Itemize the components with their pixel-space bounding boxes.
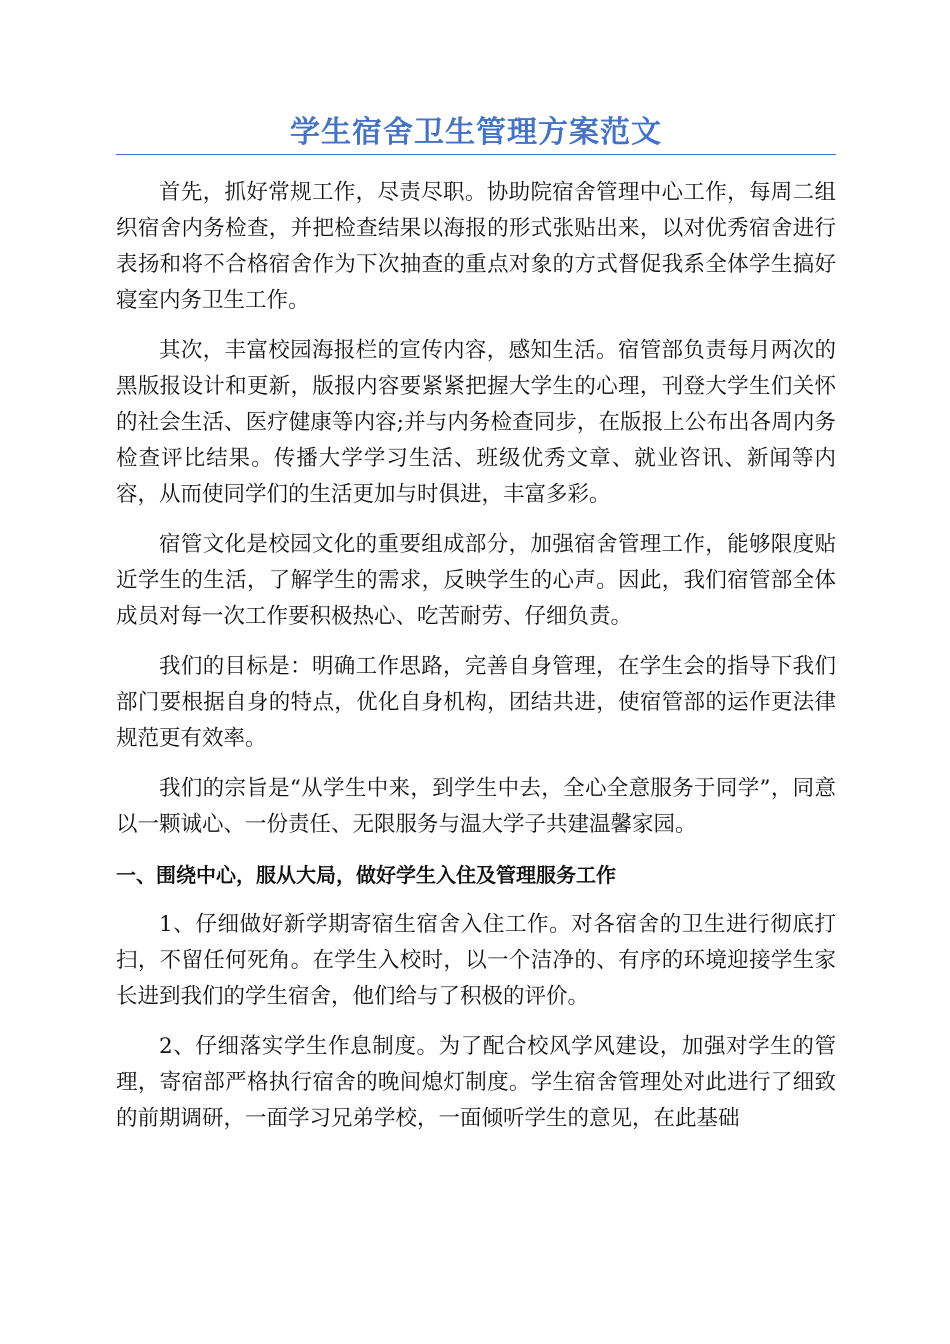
section-heading: 一、围绕中心，服从大局，做好学生入住及管理服务工作 xyxy=(116,863,616,887)
document-title: 学生宿舍卫生管理方案范文 xyxy=(290,115,662,150)
section-paragraph-2: 2、仔细落实学生作息制度。为了配合校风学风建设，加强对学生的管理，寄宿部严格执行宿舍的晚间熄灯制度。学生宿舍管理处对此进行了细致的前期调研，一面学习兄弟学校，一面倾听学生的意见，在此基础 xyxy=(116,1034,836,1131)
section-paragraph-1: 1、仔细做好新学期寄宿生宿舍入住工作。对各宿舍的卫生进行彻底打扫，不留任何死角。在学生入校时，以一个洁净的、有序的环境迎接学生家长进到我们的学生宿舍，他们给与了积极的评价。 xyxy=(116,912,836,1009)
title-underline xyxy=(116,154,836,155)
paragraph-2: 其次，丰富校园海报栏的宣传内容，感知生活。宿管部负责每月两次的黑版报设计和更新，版报内容要紧紧把握大学生的心理，刊登大学生们关怀的社会生活、医疗健康等内容;并与内务检查同步，在版报上公布出各周内务检查评比结果。传播大学学习生活、班级优秀文章、就业咨讯、新闻等内容，从而使同学们的生活更加与时俱进，丰富多彩。 xyxy=(116,338,836,507)
document-page xyxy=(116,112,836,1151)
paragraph-1: 首先，抓好常规工作，尽责尽职。协助院宿舍管理中心工作，每周二组织宿舍内务检查，并把检查结果以海报的形式张贴出来，以对优秀宿舍进行表扬和将不合格宿舍作为下次抽查的重点对象的方式督促我系全体学生搞好寝室内务卫生工作。 xyxy=(116,180,836,313)
paragraph-4: 我们的目标是：明确工作思路，完善自身管理，在学生会的指导下我们部门要根据自身的特点，优化自身机构，团结共进，使宿管部的运作更法律规范更有效率。 xyxy=(116,654,836,751)
paragraph-3: 宿管文化是校园文化的重要组成部分，加强宿舍管理工作，能够限度贴近学生的生活，了解学生的需求，反映学生的心声。因此，我们宿管部全体成员对每一次工作要积极热心、吃苦耐劳、仔细负责。 xyxy=(116,532,836,629)
paragraph-5: 我们的宗旨是“从学生中来，到学生中去，全心全意服务于同学”，同意以一颗诚心、一份责任、无限服务与温大学子共建温馨家园。 xyxy=(116,776,836,837)
